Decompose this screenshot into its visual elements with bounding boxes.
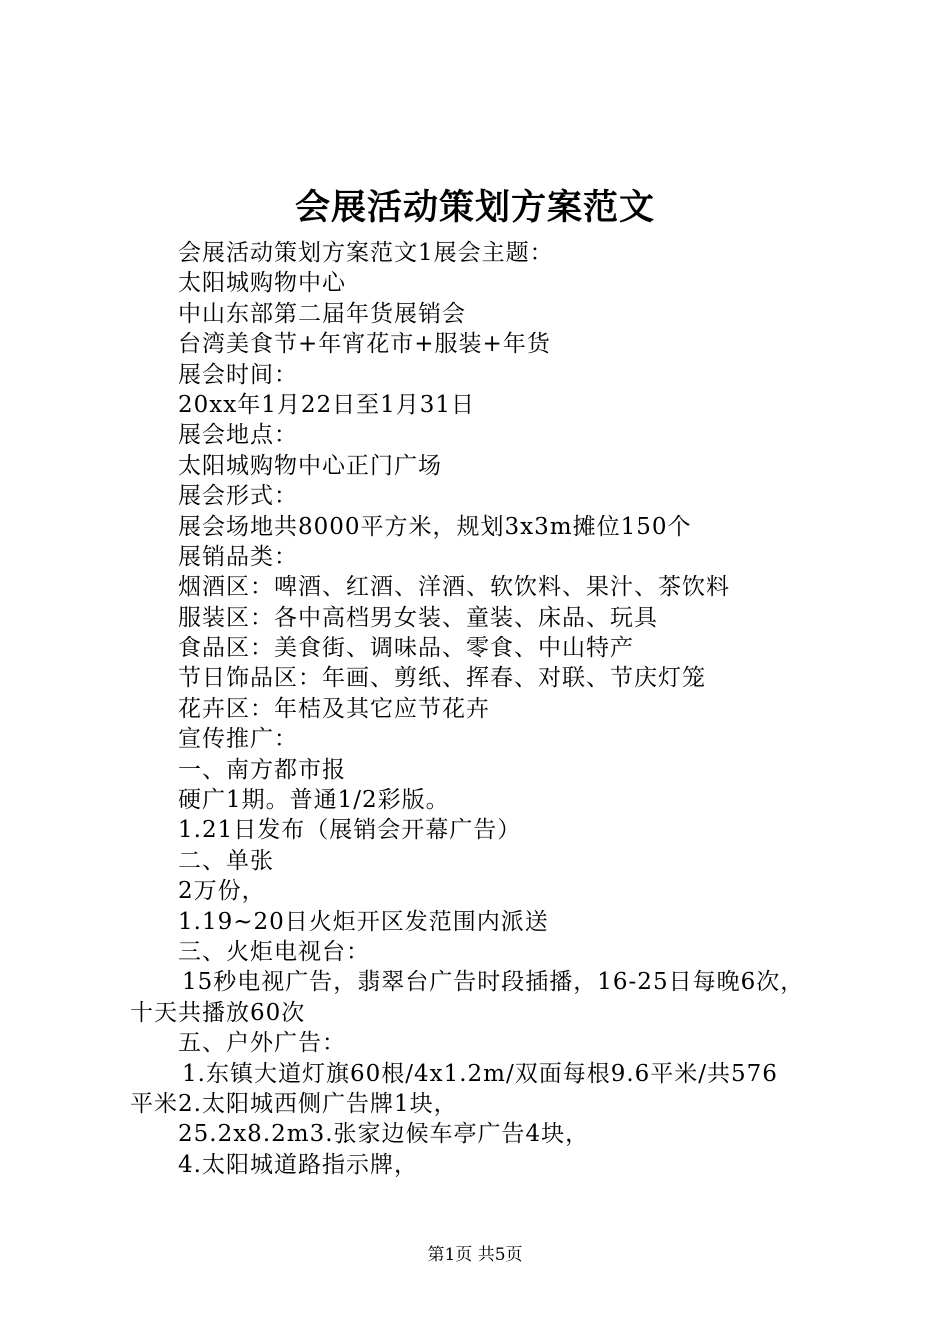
paragraph-line: 宣传推广： (178, 726, 298, 753)
document-body (130, 238, 850, 1180)
paragraph-line: 花卉区：年桔及其它应节花卉 (178, 695, 490, 722)
paragraph-line: 一、南方都市报 (178, 756, 346, 783)
paragraph-line: 中山东部第二届年货展销会 (178, 300, 466, 327)
paragraph-line: 展会时间： (178, 361, 298, 388)
paragraph-line: 太阳城购物中心 (178, 270, 346, 297)
paragraph-line: 1.19~20日火炬开区发范围内派送 (178, 908, 549, 935)
paragraph-line: 五、户外广告： (178, 1030, 346, 1057)
paragraph-line: 展销品类： (178, 543, 298, 570)
paragraph-line: 服装区：各中高档男女装、童装、床品、玩具 (178, 604, 658, 631)
paragraph-line: 1.21日发布（展销会开幕广告） (178, 817, 522, 844)
paragraph-line: 十天共播放60次 (130, 999, 306, 1026)
paragraph-line: 节日饰品区：年画、剪纸、挥春、对联、节庆灯笼 (178, 665, 706, 692)
paragraph-line: 太阳城购物中心正门广场 (178, 452, 442, 479)
paragraph-line: 4.太阳城道路指示牌， (178, 1151, 418, 1178)
paragraph-line: 食品区：美食街、调味品、零食、中山特产 (178, 635, 634, 662)
document-title: 会展活动策划方案范文 (294, 187, 655, 228)
paragraph-line: 烟酒区：啤酒、红酒、洋酒、软饮料、果汁、茶饮料 (178, 574, 730, 601)
paragraph-line: 15秒电视广告，翡翠台广告时段插播，16-25日每晚6次， (182, 969, 805, 996)
paragraph-line: 25.2x8.2m3.张家边候车亭广告4块， (178, 1121, 590, 1148)
paragraph-line: 三、火炬电视台： (178, 938, 370, 965)
paragraph-line: 2万份， (178, 878, 266, 905)
paragraph-line: 台湾美食节+年宵花市+服装+年货 (178, 331, 551, 358)
paragraph-line: 展会场地共8000平方米，规划3x3m摊位150个 (178, 513, 692, 540)
paragraph-line: 硬广1期。普通1/2彩版。 (178, 787, 450, 814)
page-footer: 第1页 共5页 (427, 1245, 523, 1265)
paragraph-line: 1.东镇大道灯旗60根/4x1.2m/双面每根9.6平米/共576 (182, 1060, 778, 1087)
paragraph-line: 二、单张 (178, 847, 274, 874)
paragraph-line: 展会地点： (178, 422, 298, 449)
paragraph-line: 20xx年1月22日至1月31日 (178, 391, 476, 418)
paragraph-line: 平米2.太阳城西侧广告牌1块， (130, 1090, 458, 1117)
paragraph-line: 展会形式： (178, 483, 298, 510)
paragraph-line: 会展活动策划方案范文1展会主题： (178, 240, 554, 266)
